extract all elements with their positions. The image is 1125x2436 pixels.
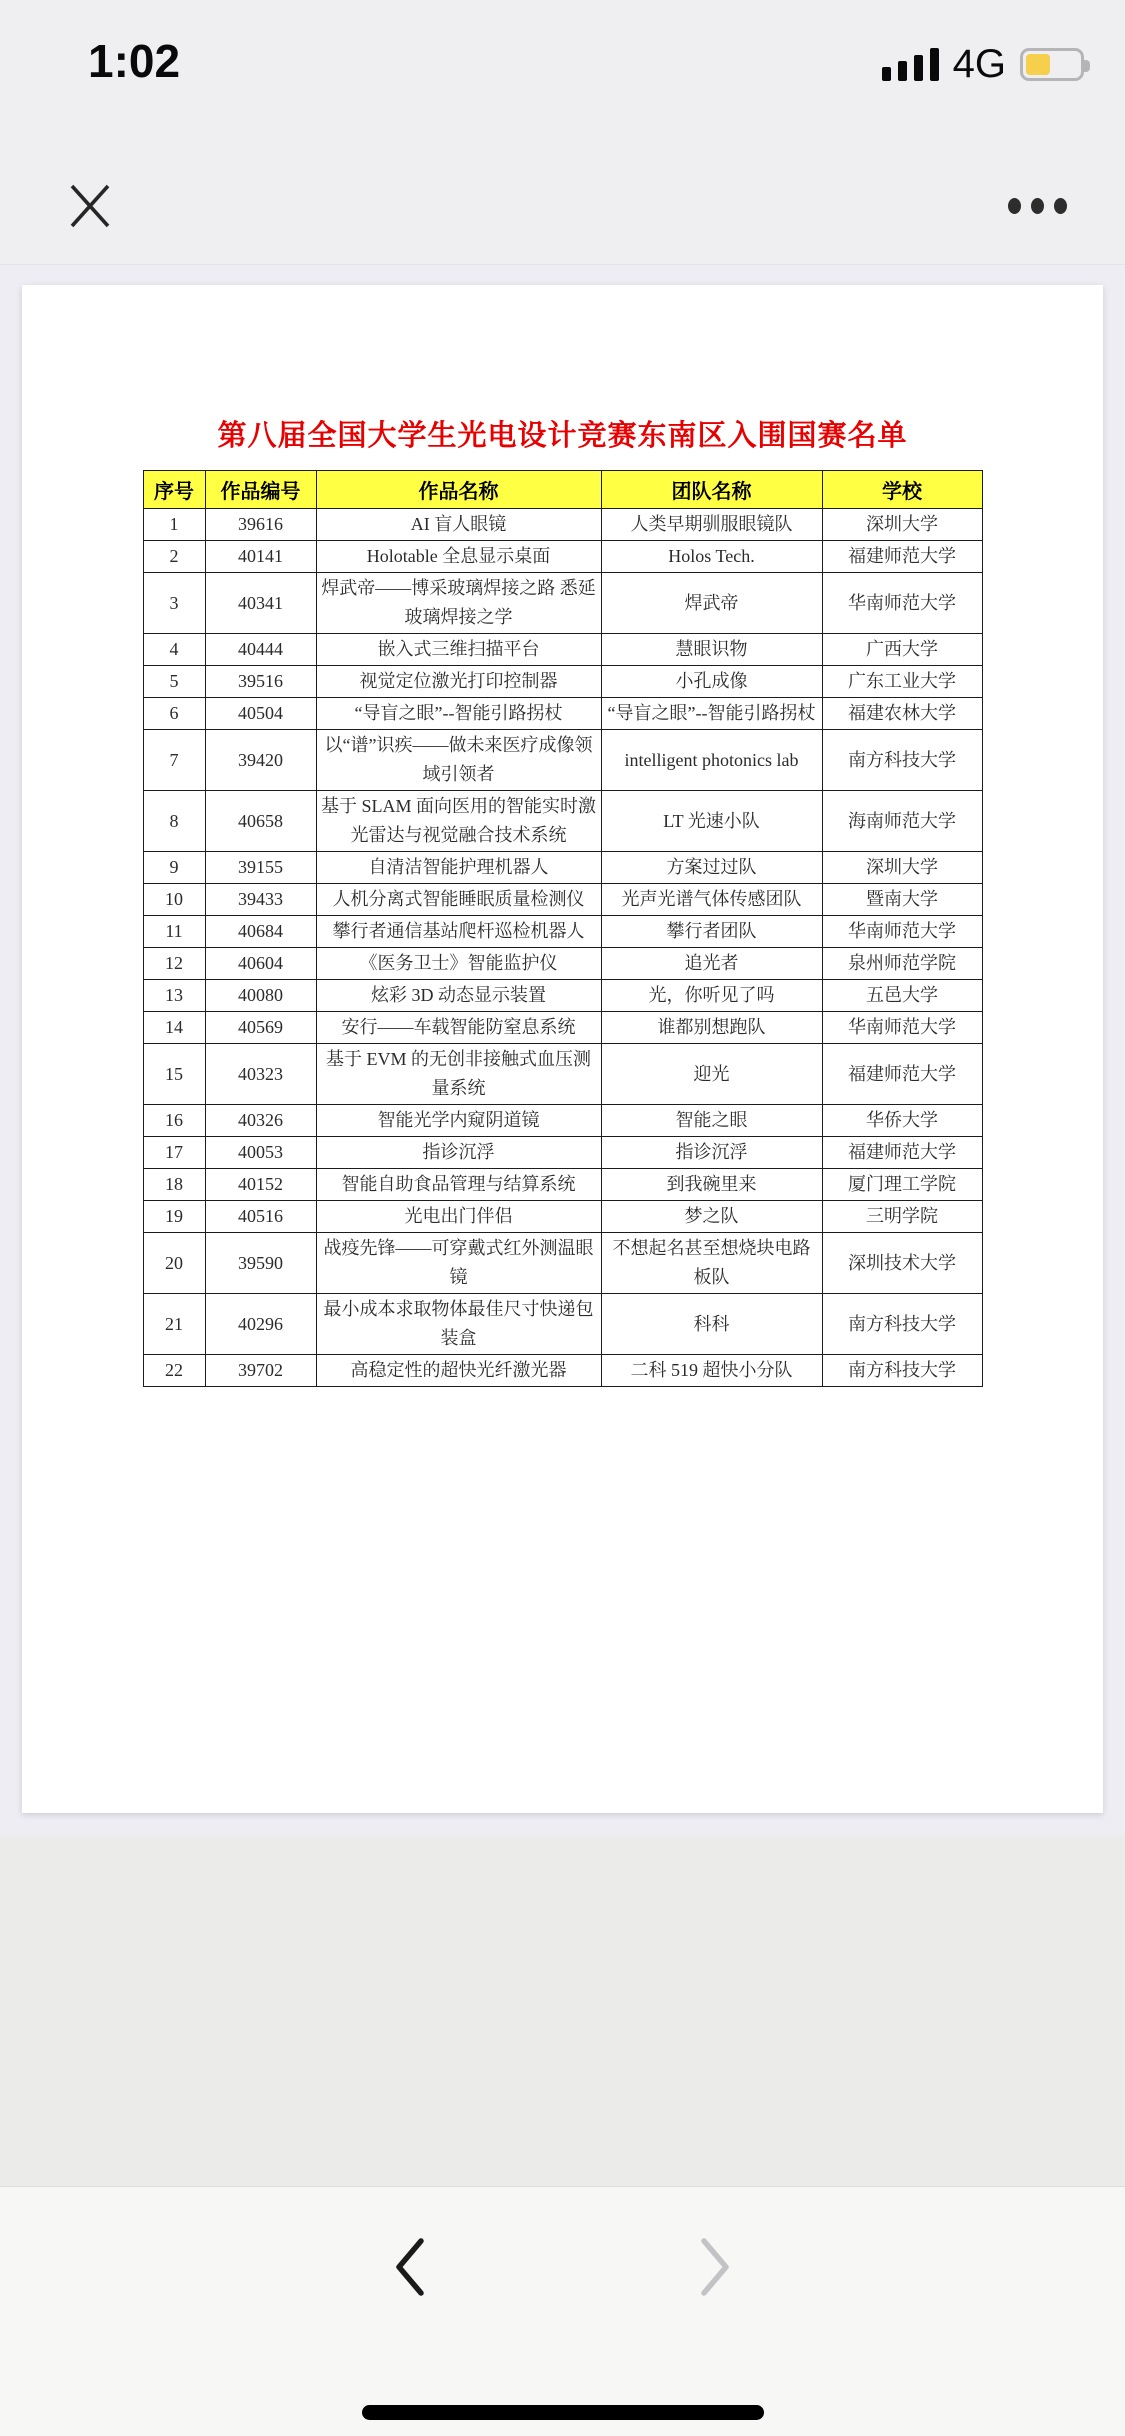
- table-row: [143, 1044, 982, 1105]
- table-row: [143, 1233, 982, 1294]
- table-cell: 迎光: [601, 1044, 822, 1105]
- table-cell: 指诊沉浮: [316, 1137, 601, 1169]
- table-cell: 广东工业大学: [822, 666, 982, 698]
- table-cell: 40080: [205, 980, 316, 1012]
- table-cell: 泉州师范学院: [822, 948, 982, 980]
- table-cell: 5: [143, 666, 205, 698]
- table-cell: 福建师范大学: [822, 1044, 982, 1105]
- table-cell: 9: [143, 852, 205, 884]
- table-cell: 最小成本求取物体最佳尺寸快递包装盒: [316, 1294, 601, 1355]
- table-row: [143, 916, 982, 948]
- chevron-left-icon: [393, 2237, 427, 2297]
- table-row: [143, 509, 982, 541]
- table-cell: 嵌入式三维扫描平台: [316, 634, 601, 666]
- table-cell: 17: [143, 1137, 205, 1169]
- table-cell: 4: [143, 634, 205, 666]
- table-cell: 慧眼识物: [601, 634, 822, 666]
- table-row: [143, 573, 982, 634]
- next-page-button[interactable]: [679, 2225, 751, 2309]
- table-cell: 39420: [205, 730, 316, 791]
- table-cell: 15: [143, 1044, 205, 1105]
- table-cell: 16: [143, 1105, 205, 1137]
- table-cell: 40658: [205, 791, 316, 852]
- table-cell: 指诊沉浮: [601, 1137, 822, 1169]
- table-cell: 40516: [205, 1201, 316, 1233]
- battery-fill: [1026, 54, 1050, 75]
- table-cell: 厦门理工学院: [822, 1169, 982, 1201]
- table-cell: 10: [143, 884, 205, 916]
- table-row: [143, 634, 982, 666]
- table-cell: 39433: [205, 884, 316, 916]
- viewer-toolbar: [0, 148, 1125, 265]
- table-row: [143, 698, 982, 730]
- table-cell: 40323: [205, 1044, 316, 1105]
- table-cell: 3: [143, 573, 205, 634]
- table-cell: 人机分离式智能睡眠质量检测仪: [316, 884, 601, 916]
- table-cell: 不想起名甚至想烧块电路板队: [601, 1233, 822, 1294]
- table-cell: 福建师范大学: [822, 1137, 982, 1169]
- table-cell: AI 盲人眼镜: [316, 509, 601, 541]
- table-cell: 39516: [205, 666, 316, 698]
- table-cell: 40684: [205, 916, 316, 948]
- table-cell: 光电出门伴侣: [316, 1201, 601, 1233]
- table-row: [143, 1137, 982, 1169]
- table-cell: 14: [143, 1012, 205, 1044]
- table-cell: 梦之队: [601, 1201, 822, 1233]
- table-cell: “导盲之眼”--智能引路拐杖: [316, 698, 601, 730]
- table-cell: 以“谱”识疾——做未来医疗成像领域引领者: [316, 730, 601, 791]
- table-cell: 五邑大学: [822, 980, 982, 1012]
- clock: 1:02: [88, 35, 181, 87]
- table-cell: 40604: [205, 948, 316, 980]
- battery-icon: [1020, 48, 1084, 81]
- table-cell: 华南师范大学: [822, 916, 982, 948]
- more-options-button[interactable]: [999, 176, 1075, 236]
- table-row: [143, 884, 982, 916]
- table-cell: 深圳大学: [822, 852, 982, 884]
- table-row: [143, 948, 982, 980]
- table-cell: 南方科技大学: [822, 1294, 982, 1355]
- table-cell: 8: [143, 791, 205, 852]
- table-cell: 12: [143, 948, 205, 980]
- table-cell: 21: [143, 1294, 205, 1355]
- table-cell: 20: [143, 1233, 205, 1294]
- table-cell: 40444: [205, 634, 316, 666]
- table-cell: 40053: [205, 1137, 316, 1169]
- document-page: [22, 285, 1103, 1813]
- status-bar: [0, 0, 1125, 110]
- table-row: [143, 1201, 982, 1233]
- table-cell: 焊武帝: [601, 573, 822, 634]
- table-cell: 7: [143, 730, 205, 791]
- table-row: [143, 1169, 982, 1201]
- table-cell: 40152: [205, 1169, 316, 1201]
- column-header: 学校: [822, 471, 982, 509]
- table-cell: 海南师范大学: [822, 791, 982, 852]
- network-type-label: 4G: [952, 42, 1006, 86]
- table-cell: 安行——车载智能防窒息系统: [316, 1012, 601, 1044]
- close-icon: [67, 183, 113, 229]
- table-cell: 1: [143, 509, 205, 541]
- shortlist-table: [143, 470, 983, 1387]
- table-cell: 追光者: [601, 948, 822, 980]
- table-cell: 战疫先锋——可穿戴式红外测温眼镜: [316, 1233, 601, 1294]
- close-button[interactable]: [60, 176, 120, 236]
- table-cell: 智能之眼: [601, 1105, 822, 1137]
- home-indicator[interactable]: [362, 2405, 764, 2420]
- status-indicators: [882, 44, 1092, 84]
- table-cell: 炫彩 3D 动态显示装置: [316, 980, 601, 1012]
- table-cell: 福建师范大学: [822, 541, 982, 573]
- table-cell: 40296: [205, 1294, 316, 1355]
- table-cell: intelligent photonics lab: [601, 730, 822, 791]
- table-cell: 光声光谱气体传感团队: [601, 884, 822, 916]
- chevron-right-icon: [698, 2237, 732, 2297]
- table-cell: 智能光学内窥阴道镜: [316, 1105, 601, 1137]
- table-cell: 焊武帝——博采玻璃焊接之路 悉延玻璃焊接之学: [316, 573, 601, 634]
- table-cell: 小孔成像: [601, 666, 822, 698]
- table-cell: 22: [143, 1355, 205, 1387]
- table-row: [143, 1105, 982, 1137]
- table-cell: 深圳大学: [822, 509, 982, 541]
- battery-nub: [1084, 60, 1090, 72]
- column-header: 作品编号: [205, 471, 316, 509]
- table-cell: 视觉定位激光打印控制器: [316, 666, 601, 698]
- table-row: [143, 1012, 982, 1044]
- table-cell: 暨南大学: [822, 884, 982, 916]
- column-header: 作品名称: [316, 471, 601, 509]
- table-cell: 6: [143, 698, 205, 730]
- signal-strength-icon: [882, 48, 939, 81]
- pager-bar: [0, 2186, 1125, 2436]
- background-strip: [0, 1835, 1125, 2186]
- table-cell: 方案过过队: [601, 852, 822, 884]
- table-cell: 39702: [205, 1355, 316, 1387]
- table-row: [143, 852, 982, 884]
- table-cell: 智能自助食品管理与结算系统: [316, 1169, 601, 1201]
- table-row: [143, 730, 982, 791]
- table-header-row: [143, 471, 982, 509]
- table-cell: 39155: [205, 852, 316, 884]
- table-cell: 攀行者团队: [601, 916, 822, 948]
- table-cell: 11: [143, 916, 205, 948]
- table-row: [143, 1355, 982, 1387]
- table-row: [143, 791, 982, 852]
- top-system-zone: [0, 0, 1125, 265]
- table-cell: 40141: [205, 541, 316, 573]
- table-cell: 13: [143, 980, 205, 1012]
- table-cell: 40569: [205, 1012, 316, 1044]
- column-header: 序号: [143, 471, 205, 509]
- table-cell: 三明学院: [822, 1201, 982, 1233]
- table-cell: 攀行者通信基站爬杆巡检机器人: [316, 916, 601, 948]
- table-cell: 自清洁智能护理机器人: [316, 852, 601, 884]
- table-body: [143, 509, 982, 1387]
- table-cell: 39616: [205, 509, 316, 541]
- table-cell: 基于 SLAM 面向医用的智能实时激光雷达与视觉融合技术系统: [316, 791, 601, 852]
- table-cell: 《医务卫士》智能监护仪: [316, 948, 601, 980]
- document-viewport[interactable]: [0, 266, 1125, 1835]
- table-cell: Holotable 全息显示桌面: [316, 541, 601, 573]
- table-cell: 人类早期驯服眼镜队: [601, 509, 822, 541]
- table-cell: 到我碗里来: [601, 1169, 822, 1201]
- table-cell: 科科: [601, 1294, 822, 1355]
- table-cell: 深圳技术大学: [822, 1233, 982, 1294]
- table-cell: 福建农林大学: [822, 698, 982, 730]
- table-cell: 40504: [205, 698, 316, 730]
- table-cell: Holos Tech.: [601, 541, 822, 573]
- table-cell: 南方科技大学: [822, 730, 982, 791]
- table-row: [143, 1294, 982, 1355]
- table-cell: 二科 519 超快小分队: [601, 1355, 822, 1387]
- table-row: [143, 666, 982, 698]
- table-cell: 18: [143, 1169, 205, 1201]
- table-cell: 华南师范大学: [822, 573, 982, 634]
- table-cell: 40341: [205, 573, 316, 634]
- document-title: 第八届全国大学生光电设计竞赛东南区入围国赛名单: [217, 420, 908, 452]
- table-cell: 谁都别想跑队: [601, 1012, 822, 1044]
- table-cell: LT 光速小队: [601, 791, 822, 852]
- previous-page-button[interactable]: [374, 2225, 446, 2309]
- table-cell: 2: [143, 541, 205, 573]
- table-row: [143, 541, 982, 573]
- table-cell: 南方科技大学: [822, 1355, 982, 1387]
- table-row: [143, 980, 982, 1012]
- table-cell: 19: [143, 1201, 205, 1233]
- table-cell: 华南师范大学: [822, 1012, 982, 1044]
- table-cell: 基于 EVM 的无创非接触式血压测量系统: [316, 1044, 601, 1105]
- table-cell: 39590: [205, 1233, 316, 1294]
- table-cell: 光，你听见了吗: [601, 980, 822, 1012]
- table-cell: 广西大学: [822, 634, 982, 666]
- table-cell: 华侨大学: [822, 1105, 982, 1137]
- table-cell: 40326: [205, 1105, 316, 1137]
- column-header: 团队名称: [601, 471, 822, 509]
- ellipsis-icon: [1008, 198, 1021, 214]
- table-cell: “导盲之眼”--智能引路拐杖: [601, 698, 822, 730]
- table-cell: 高稳定性的超快光纤激光器: [316, 1355, 601, 1387]
